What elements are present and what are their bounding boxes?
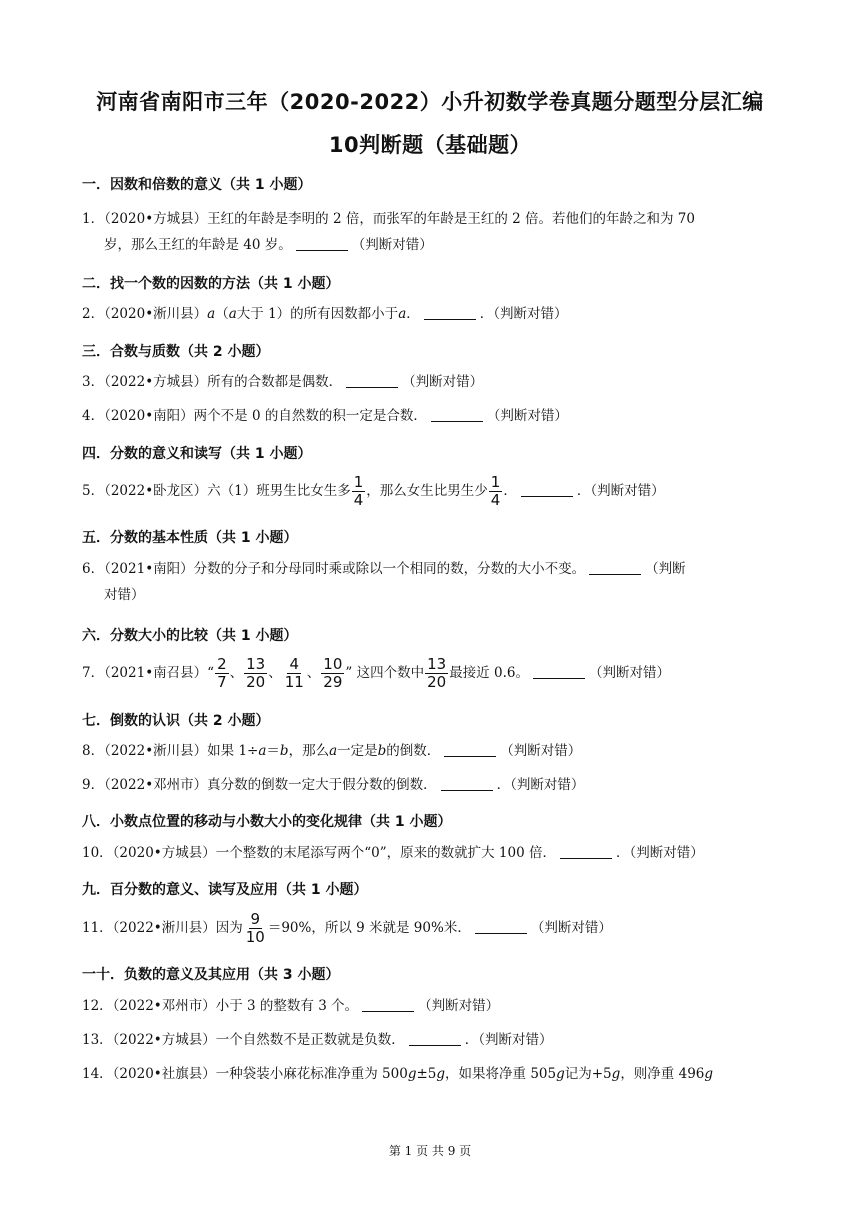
judge-label: （判断对错）: [418, 998, 500, 1014]
question-3: [82, 369, 483, 395]
answer-blank-6[interactable]: [589, 560, 641, 575]
judge-label-cont: 对错）: [104, 587, 145, 603]
judge-label: （判断对错）: [486, 408, 568, 424]
question-8-text: 8．（2022•淅川县）如果 1÷: [82, 743, 259, 759]
question-14-text: 记为+5: [564, 1066, 612, 1082]
separator: 、: [268, 665, 282, 681]
section-heading-4: 四．分数的意义和读写（共 1 小题）: [82, 446, 312, 462]
denominator: 29: [323, 673, 343, 691]
question-8: [82, 738, 581, 764]
numerator: 13: [427, 655, 447, 673]
question-12: [82, 993, 499, 1019]
numerator: 2: [217, 655, 227, 673]
judge-label: ．（判断对错）: [496, 777, 585, 793]
answer-blank-2[interactable]: [424, 305, 476, 320]
question-6: [82, 556, 686, 608]
section-heading-5: 五．分数的基本性质（共 1 小题）: [82, 530, 298, 546]
question-2-text: ．: [406, 306, 420, 322]
question-1-line2: 岁，那么王红的年龄是 40 岁。: [104, 237, 292, 253]
answer-blank-9[interactable]: [441, 776, 493, 791]
question-10-text: 10．（2020•方城县）一个整数的末尾添写两个“0”，原来的数就扩大 100 倍．: [82, 845, 556, 861]
denominator: 10: [245, 928, 265, 946]
question-14: [82, 1061, 713, 1087]
question-10: [82, 840, 704, 866]
judge-label: ．（判断对错）: [616, 845, 704, 861]
question-4: [82, 403, 568, 429]
numerator: 10: [323, 655, 343, 673]
answer-blank-4[interactable]: [431, 407, 483, 422]
denominator: 20: [246, 673, 266, 691]
question-5-text: ，那么女生比男生少: [366, 483, 488, 499]
answer-blank-12[interactable]: [362, 997, 414, 1012]
unit-g: g: [556, 1066, 565, 1082]
judge-label: （判断对错）: [351, 237, 433, 253]
var-a: a: [228, 306, 237, 322]
answer-blank-11[interactable]: [475, 919, 527, 934]
var-b: b: [279, 743, 289, 759]
unit-g: g: [436, 1066, 446, 1082]
answer-blank-1[interactable]: [296, 236, 348, 251]
denominator: 20: [427, 673, 447, 691]
question-14-text: 14．（2020•社旗县）一种袋装小麻花标准净重为 500: [82, 1066, 408, 1082]
separator: 、: [306, 665, 321, 681]
question-8-text: 的倒数．: [386, 743, 441, 759]
question-8-text: 一定是: [337, 743, 378, 759]
question-7: [82, 656, 670, 691]
section-heading-7: 七．倒数的认识（共 2 小题）: [82, 713, 270, 729]
var-a: a: [329, 743, 338, 759]
document-subtitle: 10判断题（基础题）: [328, 133, 532, 157]
document-title: 河南省南阳市三年（2020-2022）小升初数学卷真题分题型分层汇编: [96, 90, 764, 114]
numerator: 9: [250, 910, 261, 928]
question-9-text: 9．（2022•邓州市）真分数的倒数一定大于假分数的倒数．: [82, 777, 437, 793]
answer-blank-8[interactable]: [444, 742, 496, 757]
denominator: 4: [490, 491, 501, 509]
answer-blank-13[interactable]: [409, 1031, 461, 1046]
question-11-text: ＝90%，所以 9 米就是 90%米．: [267, 920, 471, 936]
question-2-source: 2．（2020•淅川县）: [82, 306, 208, 322]
fraction-one-quarter: [489, 474, 503, 509]
var-a: a: [258, 743, 267, 759]
fraction-10-29: [321, 656, 344, 691]
judge-label: ．（判断对错）: [464, 1032, 553, 1048]
question-13-text: 13．（2022•方城县）一个自然数不是正数就是负数．: [82, 1032, 405, 1048]
answer-blank-3[interactable]: [346, 373, 398, 388]
question-8-text: ＝: [266, 743, 280, 759]
numerator: 13: [246, 655, 266, 673]
judge-label: （判断对错）: [402, 374, 484, 390]
answer-blank-10[interactable]: [560, 844, 612, 859]
denominator: 11: [284, 673, 304, 691]
judge-label: （判断: [645, 561, 686, 577]
answer-blank-7[interactable]: [533, 664, 585, 679]
question-2: [82, 301, 568, 327]
numerator: 1: [490, 473, 501, 491]
numerator: 4: [289, 655, 300, 673]
question-5-text: ．: [503, 483, 517, 499]
question-1-line1: 1．（2020•方城县）王红的年龄是李明的 2 倍，而张军的年龄是王红的 2 倍。若他们的年龄之和为 70: [82, 211, 695, 227]
numerator: 1: [353, 473, 364, 491]
question-6-text: 6．（2021•南阳）分数的分子和分母同时乘或除以一个相同的数，分数的大小不变。: [82, 561, 586, 577]
page-footer: 第 1 页 共 9 页: [388, 1144, 472, 1158]
fraction-13-20: [244, 656, 267, 691]
separator: 、: [229, 665, 244, 681]
var-a: a: [398, 306, 407, 322]
question-2-text: （: [215, 306, 229, 322]
fraction-13-20-answer: [425, 656, 448, 691]
judge-label: （判断对错）: [530, 920, 612, 936]
question-14-text: ，如果将净重 505: [445, 1066, 557, 1082]
section-heading-2: 二．找一个数的因数的方法（共 1 小题）: [82, 276, 340, 292]
judge-label: （判断对错）: [500, 743, 582, 759]
question-3-text: 3．（2022•方城县）所有的合数都是偶数．: [82, 374, 343, 390]
question-7-source: 7．（2021•南召县）“: [82, 665, 215, 681]
question-9: [82, 772, 584, 798]
section-heading-3: 三．合数与质数（共 2 小题）: [82, 344, 270, 360]
section-heading-9: 九．百分数的意义、读写及应用（共 1 小题）: [82, 882, 368, 898]
question-8-text: ，那么: [288, 743, 330, 759]
fraction-2-7: [215, 656, 229, 691]
section-heading-10: 一十．负数的意义及其应用（共 3 小题）: [82, 967, 340, 983]
section-heading-1: 一．因数和倍数的意义（共 1 小题）: [82, 177, 312, 193]
question-4-text: 4．（2020•南阳）两个不是 0 的自然数的积一定是合数．: [82, 408, 427, 424]
question-11-text: 11．（2022•淅川县）因为: [82, 920, 243, 936]
var-b: b: [377, 743, 387, 759]
var-a: a: [207, 306, 216, 322]
question-1: [82, 206, 695, 258]
unit-g: g: [704, 1066, 714, 1082]
question-13: [82, 1027, 553, 1053]
question-14-text: ±5: [416, 1066, 437, 1082]
unit-g: g: [407, 1066, 417, 1082]
section-heading-6: 六．分数大小的比较（共 1 小题）: [82, 628, 298, 644]
question-5-text: 5．（2022•卧龙区）六（1）班男生比女生多: [82, 483, 351, 499]
denominator: 7: [217, 673, 227, 691]
question-11: [82, 911, 612, 946]
fraction-9-10: [244, 911, 267, 946]
fraction-4-11: [283, 656, 306, 691]
question-7-text: 最接近 0.6。: [449, 665, 529, 681]
judge-label: （判断对错）: [588, 665, 670, 681]
judge-label: ．（判断对错）: [479, 306, 568, 322]
answer-blank-5[interactable]: [521, 482, 573, 497]
section-heading-8: 八．小数点位置的移动与小数大小的变化规律（共 1 小题）: [82, 814, 452, 830]
question-5: [82, 474, 665, 509]
question-14-text: ，则净重 496: [620, 1066, 705, 1082]
fraction-one-quarter: [352, 474, 366, 509]
denominator: 4: [353, 491, 364, 509]
judge-label: ．（判断对错）: [576, 483, 665, 499]
question-12-text: 12．（2022•邓州市）小于 3 的整数有 3 个。: [82, 998, 359, 1014]
question-2-text: 大于 1）的所有因数都小于: [236, 306, 399, 322]
unit-g: g: [611, 1066, 621, 1082]
question-7-text: ” 这四个数中: [345, 665, 425, 681]
